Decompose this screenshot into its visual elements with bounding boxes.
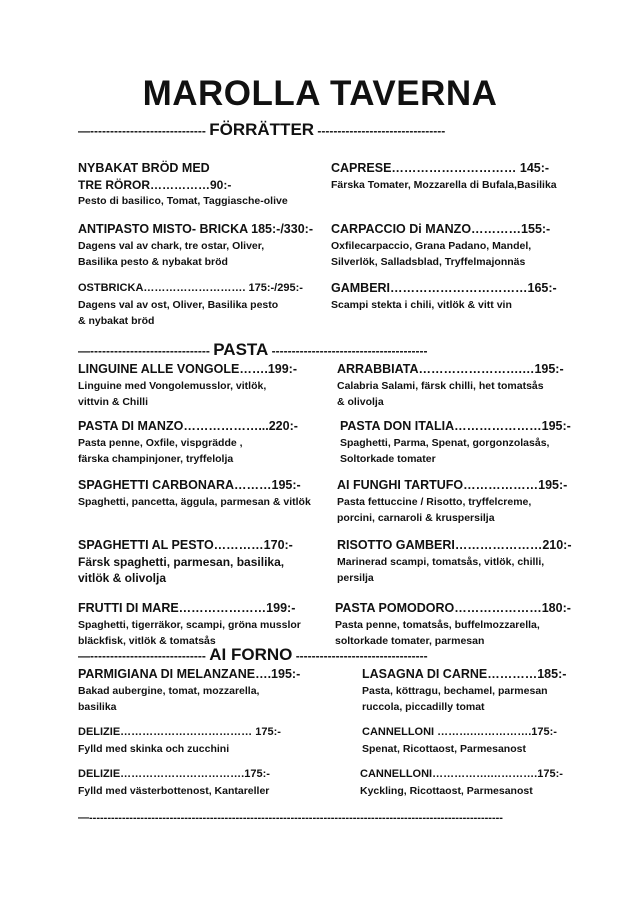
menu-item-description: Bakad aubergine, tomat, mozzarella, basilika (78, 685, 260, 713)
menu-item-description: Spaghetti, tigerräkor, scampi, gröna musslor bläckfisk, vitlök & tomatsås (78, 619, 301, 647)
menu-item-title: GAMBERI……………………………165:- (331, 281, 557, 295)
menu-item-cannelloni-spenat (362, 724, 557, 757)
menu-item-delizie-vasterbotten (78, 766, 270, 799)
menu-item-title: CANNELLONI ……….…………….175:- (362, 726, 557, 738)
menu-item-description: Dagens val av ost, Oliver, Basilika pesto & nybakat bröd (78, 299, 279, 327)
menu-item-title: PARMIGIANA DI MELANZANE….195:- (78, 667, 301, 681)
menu-item-description: Linguine med Vongolemusslor, vitlök, vittvin & Chilli (78, 380, 267, 408)
menu-item-title: PASTA POMODORO…………………180:- (335, 601, 571, 615)
menu-item-gamberi (331, 280, 557, 313)
section-divider-forratter (78, 120, 562, 140)
menu-item-title: CARPACCIO Di MANZO…………155:- (331, 222, 551, 236)
section-title-forratter: FÖRRÄTTER (209, 120, 315, 139)
menu-item-title: OSTBRICKA………………………. 175:-/295:- (78, 282, 303, 294)
menu-item-spaghetti-al-pesto (78, 537, 293, 586)
divider-dashes-right: --------------------------------------- (271, 344, 428, 358)
menu-item-title: SPAGHETTI AL PESTO…………170:- (78, 538, 293, 552)
menu-item-description: Calabria Salami, färsk chilli, het tomatsås & olivolja (337, 380, 544, 408)
menu-item-title: FRUTTI DI MARE…………………199:- (78, 601, 296, 615)
menu-item-description: Pesto di basilico, Tomat, Taggiasche-olive (78, 195, 288, 207)
menu-item-description: Scampi stekta i chili, vitlök & vitt vin (331, 299, 512, 311)
menu-item-description: Färska Tomater, Mozzarella di Bufala,Basilika (331, 179, 557, 191)
menu-item-title: DELIZIE……………………………… 175:- (78, 726, 281, 738)
menu-item-cannelloni-kyckling (360, 766, 563, 799)
divider-dashes-right: -------------------------------- (317, 124, 446, 138)
menu-item-description: Pasta penne, tomatsås, buffelmozzarella, soltorkade tomater, parmesan (335, 619, 540, 647)
menu-item-title: LASAGNA DI CARNE…………185:- (362, 667, 567, 681)
section-title-pasta: PASTA (213, 340, 269, 359)
menu-title: MAROLLA TAVERNA (142, 74, 498, 113)
menu-item-title: CANNELLONI…………….………….175:- (360, 768, 563, 780)
menu-item-price-line: TRE RÖROR……………90:- (78, 178, 232, 192)
menu-item-title: RISOTTO GAMBERI…………………210:- (337, 538, 572, 552)
menu-item-antipasto-misto (78, 221, 313, 270)
menu-item-carpaccio-di-manzo (331, 221, 550, 270)
menu-item-description: Pasta penne, Oxfile, vispgrädde , färska champinjoner, tryffelolja (78, 437, 243, 465)
menu-item-description: Fylld med skinka och zucchini (78, 743, 230, 755)
divider-dashes-right: --------------------------------- (295, 649, 428, 663)
menu-item-caprese (331, 160, 557, 193)
menu-item-linguine-alle-vongole (78, 361, 297, 410)
menu-item-description: Oxfilecarpaccio, Grana Padano, Mandel, Silverlök, Salladsblad, Tryffelmajonnäs (331, 240, 532, 268)
menu-item-description: Marinerad scampi, tomatsås, vitlök, chilli, persilja (337, 556, 545, 584)
menu-item-description: Dagens val av chark, tre ostar, Oliver, Basilika pesto & nybakat bröd (78, 240, 265, 268)
menu-item-parmigiana-di-melanzane (78, 666, 300, 715)
menu-item-description: Färsk spaghetti, parmesan, basilika, vitlök & olivolja (78, 555, 285, 585)
menu-item-description: Pasta, köttragu, bechamel, parmesan ruccola, piccadilly tomat (362, 685, 548, 713)
menu-item-description: Pasta fettuccine / Risotto, tryffelcreme, porcini, carnaroli & kruspersilja (337, 496, 532, 524)
menu-item-arrabbiata (337, 361, 564, 410)
menu-item-description: Spaghetti, Parma, Spenat, gorgonzolasås, Soltorkade tomater (340, 437, 550, 465)
section-divider-pasta (78, 340, 562, 360)
menu-item-title: PASTA DON ITALIA…………………195:- (340, 419, 571, 433)
menu-item-risotto-gamberi (337, 537, 572, 586)
menu-item-title: DELIZIE…………………………….175:- (78, 768, 270, 780)
menu-item-pasta-di-manzo (78, 418, 298, 467)
menu-item-delizie-skinka (78, 724, 281, 757)
menu-item-title: NYBAKAT BRÖD MED (78, 161, 210, 175)
menu-item-description: Fylld med västerbottenost, Kantareller (78, 785, 270, 797)
menu-item-title: PASTA DI MANZO………………...220:- (78, 419, 298, 433)
divider-dashes-left: —----------------------------- (78, 124, 206, 138)
menu-item-description: Kyckling, Ricottaost, Parmesanost (360, 785, 533, 797)
divider-dashes-left: —------------------------------ (78, 344, 210, 358)
divider-dashes-left: —----------------------------- (78, 649, 206, 663)
menu-item-ai-funghi-tartufo (337, 477, 567, 526)
menu-item-frutti-di-mare (78, 600, 301, 649)
menu-item-pasta-pomodoro (335, 600, 571, 649)
bottom-divider: —----------------------------------------------------------------------------------------------------------------- (78, 812, 503, 824)
menu-item-title: SPAGHETTI CARBONARA………195:- (78, 478, 301, 492)
menu-item-ostbricka (78, 280, 303, 329)
menu-item-title: AI FUNGHI TARTUFO………………195:- (337, 478, 568, 492)
menu-item-spaghetti-carbonara (78, 477, 311, 510)
menu-item-lasagna-di-carne (362, 666, 566, 715)
menu-item-title: ANTIPASTO MISTO- BRICKA 185:-/330:- (78, 222, 313, 236)
menu-item-description: Spaghetti, pancetta, äggula, parmesan & vitlök (78, 496, 311, 508)
menu-item-description: Spenat, Ricottaost, Parmesanost (362, 743, 526, 755)
menu-item-title: CAPRESE………………………… 145:- (331, 161, 550, 175)
menu-item-title: LINGUINE ALLE VONGOLE…….199:- (78, 362, 298, 376)
menu-item-pasta-don-italia (340, 418, 571, 467)
menu-item-title: ARRABBIATA…………………….…195:- (337, 362, 564, 376)
menu-item-nybakat-brod (78, 160, 288, 209)
section-title-ai-forno: AI FORNO (209, 645, 293, 664)
